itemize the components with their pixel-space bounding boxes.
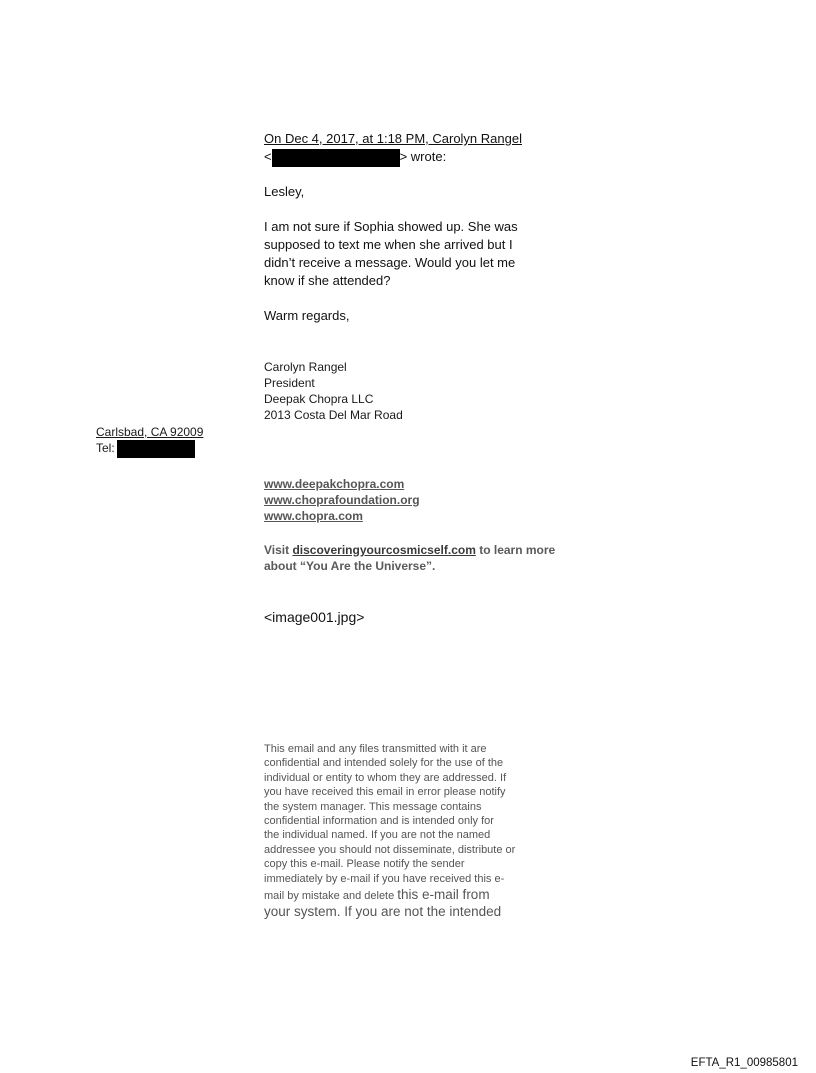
link-cosmicself[interactable]: discoveringyourcosmicself.com (292, 543, 476, 557)
body-line-1: I am not sure if Sophia showed up. She was (264, 219, 518, 234)
website-links (264, 476, 420, 524)
disclaimer-line: immediately by e-mail if you have received this e- (264, 872, 505, 885)
body-line-3: didn’t receive a message. Would you let me (264, 255, 516, 270)
body-line-2: supposed to text me when she arrived but I (264, 237, 513, 252)
disclaimer-big-part: this e-mail from (397, 887, 490, 903)
visit-text (264, 542, 555, 574)
disclaimer-small-part: mail by mistake and delete (264, 890, 398, 903)
redacted-phone (117, 440, 195, 458)
visit-line-2: about “You Are the Universe”. (264, 559, 436, 573)
visit-prefix: Visit (264, 543, 293, 557)
disclaimer-line: This email and any files transmitted with it are (264, 743, 487, 755)
disclaimer-last-line: your system. If you are not the intended (264, 904, 502, 920)
visit-line-1 (264, 542, 555, 558)
email-header (264, 130, 522, 167)
disclaimer-line: addressee you should not disseminate, distribute or (264, 843, 516, 856)
disclaimer-line: the system manager. This message contains (264, 800, 482, 813)
header-line-1: On Dec 4, 2017, at 1:18 PM, Carolyn Rangel (264, 131, 522, 146)
signature-address: 2013 Costa Del Mar Road (264, 408, 403, 422)
disclaimer-line: individual or entity to whom they are addressed. If (264, 771, 507, 784)
visit-suffix: to learn more (475, 543, 556, 557)
signature-block (264, 359, 403, 423)
signature-tel (96, 440, 203, 458)
signature-name: Carolyn Rangel (264, 360, 347, 374)
redacted-email (272, 149, 400, 167)
signature-company: Deepak Chopra LLC (264, 392, 374, 406)
header-line-2 (264, 148, 522, 167)
signature-city: Carlsbad, CA 92009 (96, 425, 204, 439)
disclaimer-line: you have received this email in error please notify (264, 786, 506, 799)
body-line-4: know if she attended? (264, 273, 391, 288)
link-chopra[interactable]: www.chopra.com (264, 509, 363, 523)
disclaimer-line: confidential information and is intended only for (264, 815, 494, 828)
disclaimer (264, 742, 559, 920)
header-prefix: < (264, 149, 272, 164)
message-body (264, 218, 518, 290)
document-id: EFTA_R1_00985801 (690, 1057, 798, 1069)
link-choprafoundation[interactable]: www.choprafoundation.org (264, 493, 420, 507)
disclaimer-mixed-line (264, 886, 559, 903)
header-suffix: > wrote: (399, 149, 447, 164)
signature-location (96, 424, 203, 458)
signature-title: President (264, 376, 315, 390)
disclaimer-line: the individual named. If you are not the named (264, 829, 491, 842)
disclaimer-line: confidential and intended solely for the use of the (264, 757, 504, 770)
tel-label: Tel: (96, 441, 115, 456)
link-deepakchopra[interactable]: www.deepakchopra.com (264, 477, 405, 491)
closing: Warm regards, (264, 308, 350, 323)
disclaimer-line: copy this e-mail. Please notify the sender (264, 858, 465, 871)
attachment-placeholder: <image001.jpg> (264, 609, 365, 625)
greeting: Lesley, (264, 184, 305, 199)
